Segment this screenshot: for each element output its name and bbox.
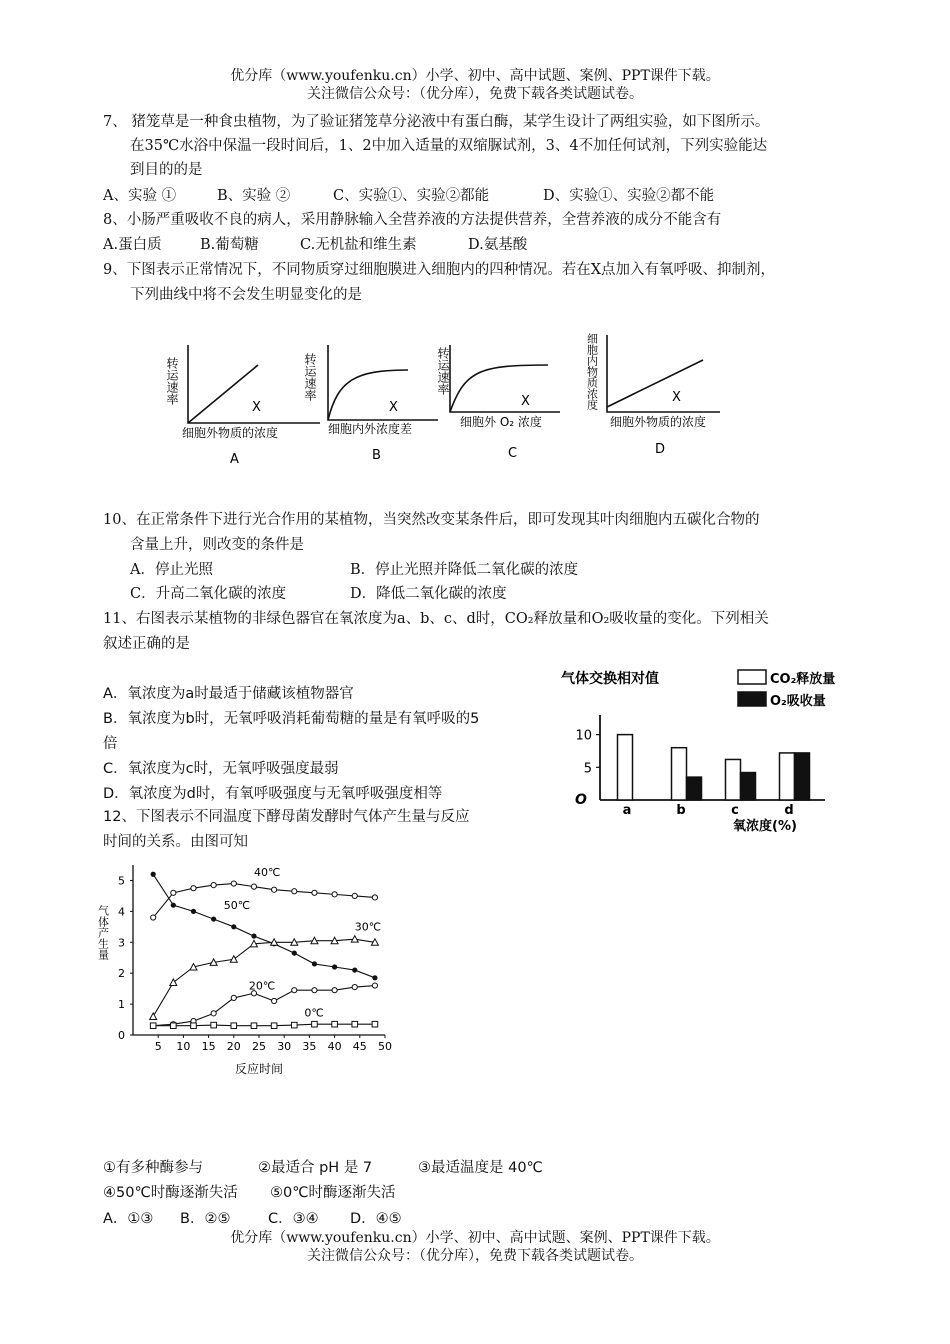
point <box>231 995 236 1000</box>
graph-a-curve <box>188 365 258 423</box>
graph-c-curve <box>450 365 548 412</box>
bar-co2-a <box>618 735 633 800</box>
q9-line-2: 下列曲线中将不会发生明显变化的是 <box>130 287 362 303</box>
point <box>292 950 297 955</box>
line-chart-xtick-label: 20 <box>226 1040 241 1053</box>
q12-statement-4: ④50℃时酶逐渐失活 <box>103 1185 238 1201</box>
point <box>352 984 357 989</box>
graph-c-xlabel: 细胞外 O₂ 浓度 <box>460 415 542 429</box>
graph-b-axes <box>328 345 438 420</box>
q11-option-d: D．氧浓度为d时，有氧呼吸强度与无氧呼吸强度相等 <box>103 786 443 802</box>
series-label: 40℃ <box>253 866 281 879</box>
graph-a-caption: A <box>230 452 239 467</box>
q11-line-1: 11、右图表示某植物的非绿色器官在氧浓度为a、b、c、d时，CO₂释放量和O₂吸收量的变化。下列相关 <box>103 611 769 627</box>
line-chart-xtick-label: 45 <box>352 1040 367 1053</box>
point <box>151 915 156 920</box>
graph-b-ylabel: 转运速率 <box>303 353 317 401</box>
point <box>372 983 377 988</box>
line-chart-xtick-label: 30 <box>277 1040 292 1053</box>
q7-option-b: B、实验 ② <box>217 188 291 204</box>
q8-option-a: A.蛋白质 <box>103 237 162 253</box>
point <box>372 975 377 980</box>
bar-o2-c <box>741 773 756 800</box>
point <box>352 1021 358 1027</box>
point <box>292 988 297 993</box>
point <box>312 890 317 895</box>
graph-d-axes <box>607 335 720 412</box>
bar-co2-c <box>726 759 741 800</box>
point <box>332 892 337 897</box>
point <box>191 1023 197 1029</box>
q10-option-d: D．降低二氧化碳的浓度 <box>350 586 507 602</box>
q10-option-b: B．停止光照并降低二氧化碳的浓度 <box>350 562 579 578</box>
point <box>211 1022 217 1028</box>
line-chart-ytick-label: 3 <box>118 936 125 950</box>
q11-option-a: A．氧浓度为a时最适于储藏该植物器官 <box>103 686 354 702</box>
q12-option-c: C．③④ <box>268 1211 319 1227</box>
footer-line-2: 关注微信公众号：（优分库），免费下载各类试题试卷。 <box>307 1248 643 1264</box>
point <box>191 909 196 914</box>
legend-co2-swatch <box>738 670 766 684</box>
q11-line-2: 叙述正确的是 <box>103 636 190 652</box>
graph-c-axes <box>450 345 560 412</box>
line-chart-xtick-label: 25 <box>252 1040 266 1053</box>
bar-chart-ytick-label: 10 <box>575 728 592 744</box>
q10-option-c: C．升高二氧化碳的浓度 <box>130 586 287 602</box>
line-chart-xtick-label: 10 <box>176 1040 191 1053</box>
point <box>291 1022 297 1028</box>
header-line-1: 优分库（www.youfenku.cn）小学、初中、高中试题、案例、PPT课件下载。 <box>230 68 720 84</box>
graph-a-ylabel: 转运速率 <box>165 357 179 405</box>
fermentation-line-chart <box>95 855 405 1080</box>
gas-exchange-bar-chart <box>555 660 880 840</box>
line-chart-xtick-label: 40 <box>327 1040 342 1053</box>
q7-line-3: 到目的的是 <box>130 162 203 178</box>
q12-statement-3: ③最适温度是 40℃ <box>418 1160 543 1176</box>
q9-line-1: 9、下图表示正常情况下，不同物质穿过细胞膜进入细胞内的四种情况。若在X点加入有氧呼吸、抑制剂， <box>103 262 776 278</box>
point <box>171 903 176 908</box>
q12-line-2: 时间的关系。由图可知 <box>103 834 248 850</box>
line-chart-ytick-label: 5 <box>118 874 125 888</box>
series-label: 0℃ <box>304 1006 324 1020</box>
graph-b-xlabel: 细胞内外浓度差 <box>328 422 413 436</box>
graph-a-marker: X <box>252 400 261 415</box>
graph-c-ylabel: 转运速率 <box>436 347 450 395</box>
origin-label: O <box>575 792 587 808</box>
q11-option-b: B．氧浓度为b时，无氧呼吸消耗葡萄糖的量是有氧呼吸的5 <box>103 711 480 727</box>
point <box>211 1011 216 1016</box>
graph-b-marker: X <box>389 400 398 415</box>
q12-statement-5: ⑤0℃时酶逐渐失活 <box>270 1185 396 1201</box>
graph-d-xlabel: 细胞外物质的浓度 <box>610 415 707 429</box>
line-chart-xlabel: 反应时间 <box>235 1062 284 1076</box>
q9-graphs <box>160 325 760 470</box>
q10-line-1: 10、在正常条件下进行光合作用的某植物，当突然改变某条件后，即可发现其叶肉细胞内五碳化合物的 <box>103 512 760 528</box>
q10-option-a: A．停止光照 <box>130 562 213 578</box>
point <box>171 1023 177 1029</box>
bar-chart-ytick-label: 5 <box>583 761 592 777</box>
bar-chart-title: 气体交换相对值 <box>561 671 659 687</box>
point <box>312 1021 318 1027</box>
point <box>251 933 256 938</box>
legend-o2-label: O₂吸收量 <box>770 694 826 709</box>
graph-a-xlabel: 细胞外物质的浓度 <box>182 426 279 440</box>
line-chart-ytick-label: 1 <box>118 998 125 1012</box>
point <box>312 961 317 966</box>
bar-category-label: b <box>676 803 686 818</box>
line-chart-xtick-label: 50 <box>378 1040 392 1053</box>
point <box>171 890 176 895</box>
q12-option-d: D．④⑤ <box>350 1211 402 1227</box>
graph-d-curve <box>607 360 703 407</box>
bar-co2-b <box>672 748 687 800</box>
graph-c-marker: X <box>521 394 530 409</box>
series-label: 30℃ <box>354 920 382 934</box>
graph-d-ylabel: 细胞内物质浓度 <box>585 333 599 410</box>
bar-category-label: c <box>731 803 739 818</box>
header-line-2: 关注微信公众号：（优分库），免费下载各类试题试卷。 <box>307 86 643 102</box>
q12-line-1: 12、下图表示不同温度下酵母菌发酵时气体产生量与反应 <box>103 809 470 825</box>
q12-option-a: A．①③ <box>103 1211 154 1227</box>
point <box>352 893 357 898</box>
graph-d-caption: D <box>655 442 666 457</box>
point <box>150 1013 157 1020</box>
series-line-4 <box>153 1024 375 1026</box>
point <box>231 924 236 929</box>
q11-option-b-cont: 倍 <box>103 736 118 752</box>
q8-stem: 8、小肠严重吸收不良的病人，采用静脉输入全营养液的方法提供营养，全营养液的成分不能含有 <box>103 212 722 228</box>
legend-co2-label: CO₂释放量 <box>770 672 836 687</box>
q7-option-a: A、实验 ① <box>103 188 177 204</box>
line-chart-ylabel: 气体产生量 <box>96 905 110 960</box>
q11-option-c: C．氧浓度为c时，无氧呼吸强度最弱 <box>103 761 339 777</box>
point <box>231 881 236 886</box>
line-chart-ytick-label: 4 <box>118 905 125 919</box>
q7-option-c: C、实验①、实验②都能 <box>333 188 490 204</box>
point <box>251 1023 257 1029</box>
q12-statement-1: ①有多种酶参与 <box>103 1160 203 1176</box>
legend-o2-swatch <box>738 692 766 706</box>
line-chart-xtick-label: 5 <box>154 1040 162 1053</box>
point <box>150 1023 156 1029</box>
q8-option-c: C.无机盐和维生素 <box>300 237 417 253</box>
point <box>272 998 277 1003</box>
point <box>332 1021 338 1027</box>
series-line-0 <box>153 884 375 918</box>
q8-option-d: D.氨基酸 <box>468 237 528 253</box>
point <box>352 967 357 972</box>
point <box>272 887 277 892</box>
point <box>292 889 297 894</box>
series-line-2 <box>153 939 375 1016</box>
q7-line-1: 7、 猪笼草是一种食虫植物，为了验证猪笼草分泌液中有蛋白酶，某学生设计了两组实验，如下图所示。 <box>103 114 770 130</box>
point <box>271 1023 277 1029</box>
graph-b-caption: B <box>372 448 381 463</box>
point <box>211 882 216 887</box>
point <box>332 988 337 993</box>
bar-co2-d <box>780 753 795 800</box>
line-chart-xtick-label: 15 <box>201 1040 216 1053</box>
q12-statement-2: ②最适合 pH 是 7 <box>258 1160 373 1176</box>
q8-option-b: B.葡萄糖 <box>200 237 259 253</box>
point <box>332 964 337 969</box>
bar-o2-b <box>687 777 702 800</box>
graph-c-caption: C <box>508 446 518 461</box>
q7-option-d: D、实验①、实验②都不能 <box>543 188 715 204</box>
q10-line-2: 含量上升，则改变的条件是 <box>130 537 304 553</box>
q7-line-2: 在35℃水浴中保温一段时间后，1、2中加入适量的双缩脲试剂，3、4不加任何试剂，下列实验能达 <box>130 138 768 154</box>
q12-option-b: B．②⑤ <box>180 1211 231 1227</box>
series-label: 50℃ <box>223 899 251 913</box>
point <box>251 884 256 889</box>
point <box>191 886 196 891</box>
bar-category-label: a <box>622 803 632 818</box>
graph-d-marker: X <box>672 390 681 405</box>
bar-chart-xlabel: 氧浓度(%) <box>733 819 797 834</box>
line-chart-ytick-label: 2 <box>118 967 125 981</box>
point <box>231 1023 237 1029</box>
bar-o2-d <box>795 753 810 800</box>
point <box>372 895 377 900</box>
point <box>151 872 156 877</box>
bar-category-label: d <box>784 803 794 818</box>
point <box>372 1021 378 1027</box>
series-label: 20℃ <box>248 979 276 993</box>
point <box>312 988 317 993</box>
line-chart-xtick-label: 35 <box>302 1040 317 1053</box>
line-chart-ytick-label: 0 <box>118 1029 125 1042</box>
footer-line-1: 优分库（www.youfenku.cn）小学、初中、高中试题、案例、PPT课件下载。 <box>230 1230 720 1246</box>
point <box>211 916 216 921</box>
